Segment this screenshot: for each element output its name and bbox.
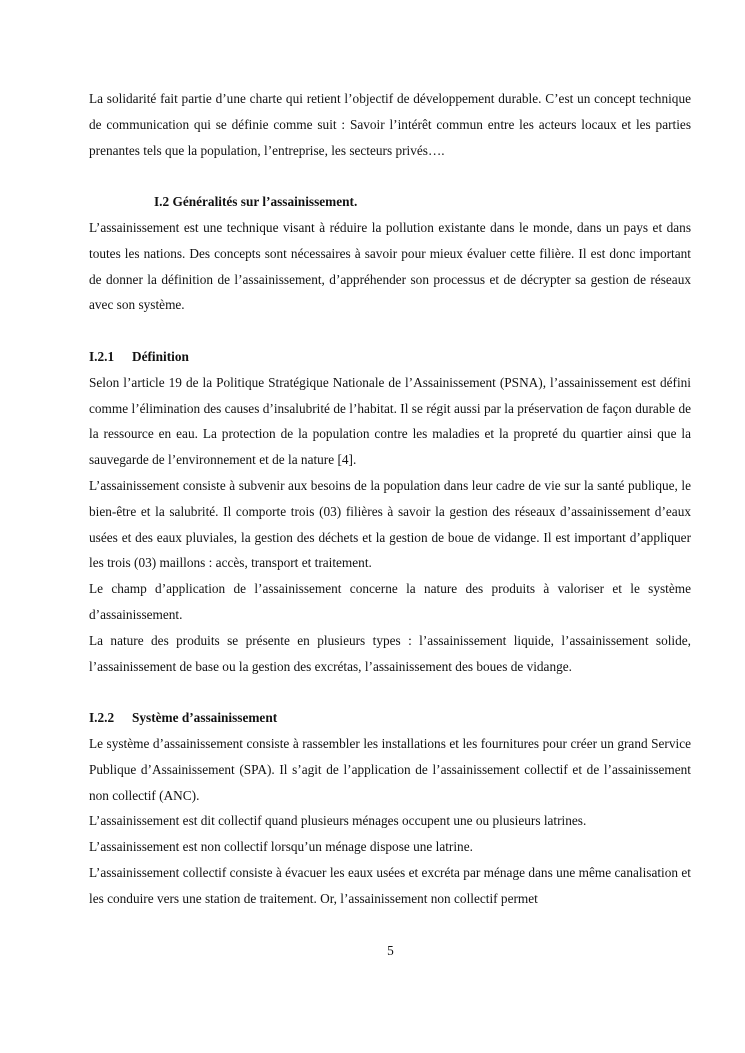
definition-paragraph-3: Le champ d’application de l’assainissement concerne la nature des produits à valoriser et le système d’assainissement. xyxy=(89,581,691,622)
systeme-paragraph-3: L’assainissement est non collectif lorsqu’un ménage dispose une latrine. xyxy=(89,839,473,855)
subsection-number: I.2.2 xyxy=(89,710,115,726)
definition-paragraph-1: Selon l’article 19 de la Politique Stratégique Nationale de l’Assainissement (PSNA), l’assainissement est défini comme l’élimination des causes d’insalubrité de l’habitat. Il se régit aussi par la préservation de façon durable de la ressource en eau. La protection de la population contre les maladies et la propreté du quartier ainsi que la sauvegarde de l’environnement et de la nature [4]. xyxy=(89,374,691,468)
spacer xyxy=(89,318,691,344)
definition-paragraph-4: La nature des produits se présente en plusieurs types : l’assainissement liquide, l’assainissement solide, l’assainissement de base ou la gestion des excrétas, l’assainissement des boues de vidange. xyxy=(89,632,691,674)
subsection-title: Système d’assainissement xyxy=(132,710,278,726)
subsection-heading-definition xyxy=(89,344,691,370)
document-page xyxy=(89,86,691,912)
spacer xyxy=(89,163,691,189)
subsection-heading-systeme xyxy=(89,705,691,731)
systeme-paragraph-2: L’assainissement est dit collectif quand plusieurs ménages occupent une ou plusieurs latrines. xyxy=(89,813,587,829)
subsection-title: Définition xyxy=(132,348,189,364)
page-number: 5 xyxy=(387,943,394,958)
subsection-number: I.2.1 xyxy=(89,348,115,364)
definition-paragraph-2: L’assainissement consiste à subvenir aux besoins de la population dans leur cadre de vie sur la santé publique, le bien-être et la salubrité. Il comporte trois (03) filières à savoir la gestion des réseaux d’assainissement d’eaux usées et des eaux pluviales, la gestion des déchets et la gestion de boue de vidange. Il est important d’appliquer les trois (03) maillons : accès, transport et traitement. xyxy=(89,477,691,571)
intro-paragraph: La solidarité fait partie d’une charte qui retient l’objectif de développement durable. C’est un concept technique de communication qui se définie comme suit : Savoir l’intérêt commun entre les acteurs locaux et les parties prenantes tels que la population, l’entreprise, les secteurs privés…. xyxy=(89,91,691,158)
systeme-paragraph-4: L’assainissement collectif consiste à évacuer les eaux usées et excréta par ménage dans une même canalisation et les conduire vers une station de traitement. Or, l’assainissement non collectif permet xyxy=(89,864,691,906)
spacer xyxy=(89,679,691,705)
systeme-paragraph-1: Le système d’assainissement consiste à rassembler les installations et les fournitures pour créer un grand Service Publique d’Assainissement (SPA). Il s’agit de l’application de l’assainissement collectif et de l’assainissement non collectif (ANC). xyxy=(89,735,691,803)
section-i2-paragraph: L’assainissement est une technique visant à réduire la pollution existante dans le monde, dans un pays et dans toutes les nations. Des concepts sont nécessaires à savoir pour mieux évaluer cette filière. Il est donc important de donner la définition de l’assainissement, d’appréhender son processus et de décrypter sa gestion de réseaux avec son système. xyxy=(89,219,691,313)
section-heading-i2: I.2 Généralités sur l’assainissement. xyxy=(154,194,358,210)
